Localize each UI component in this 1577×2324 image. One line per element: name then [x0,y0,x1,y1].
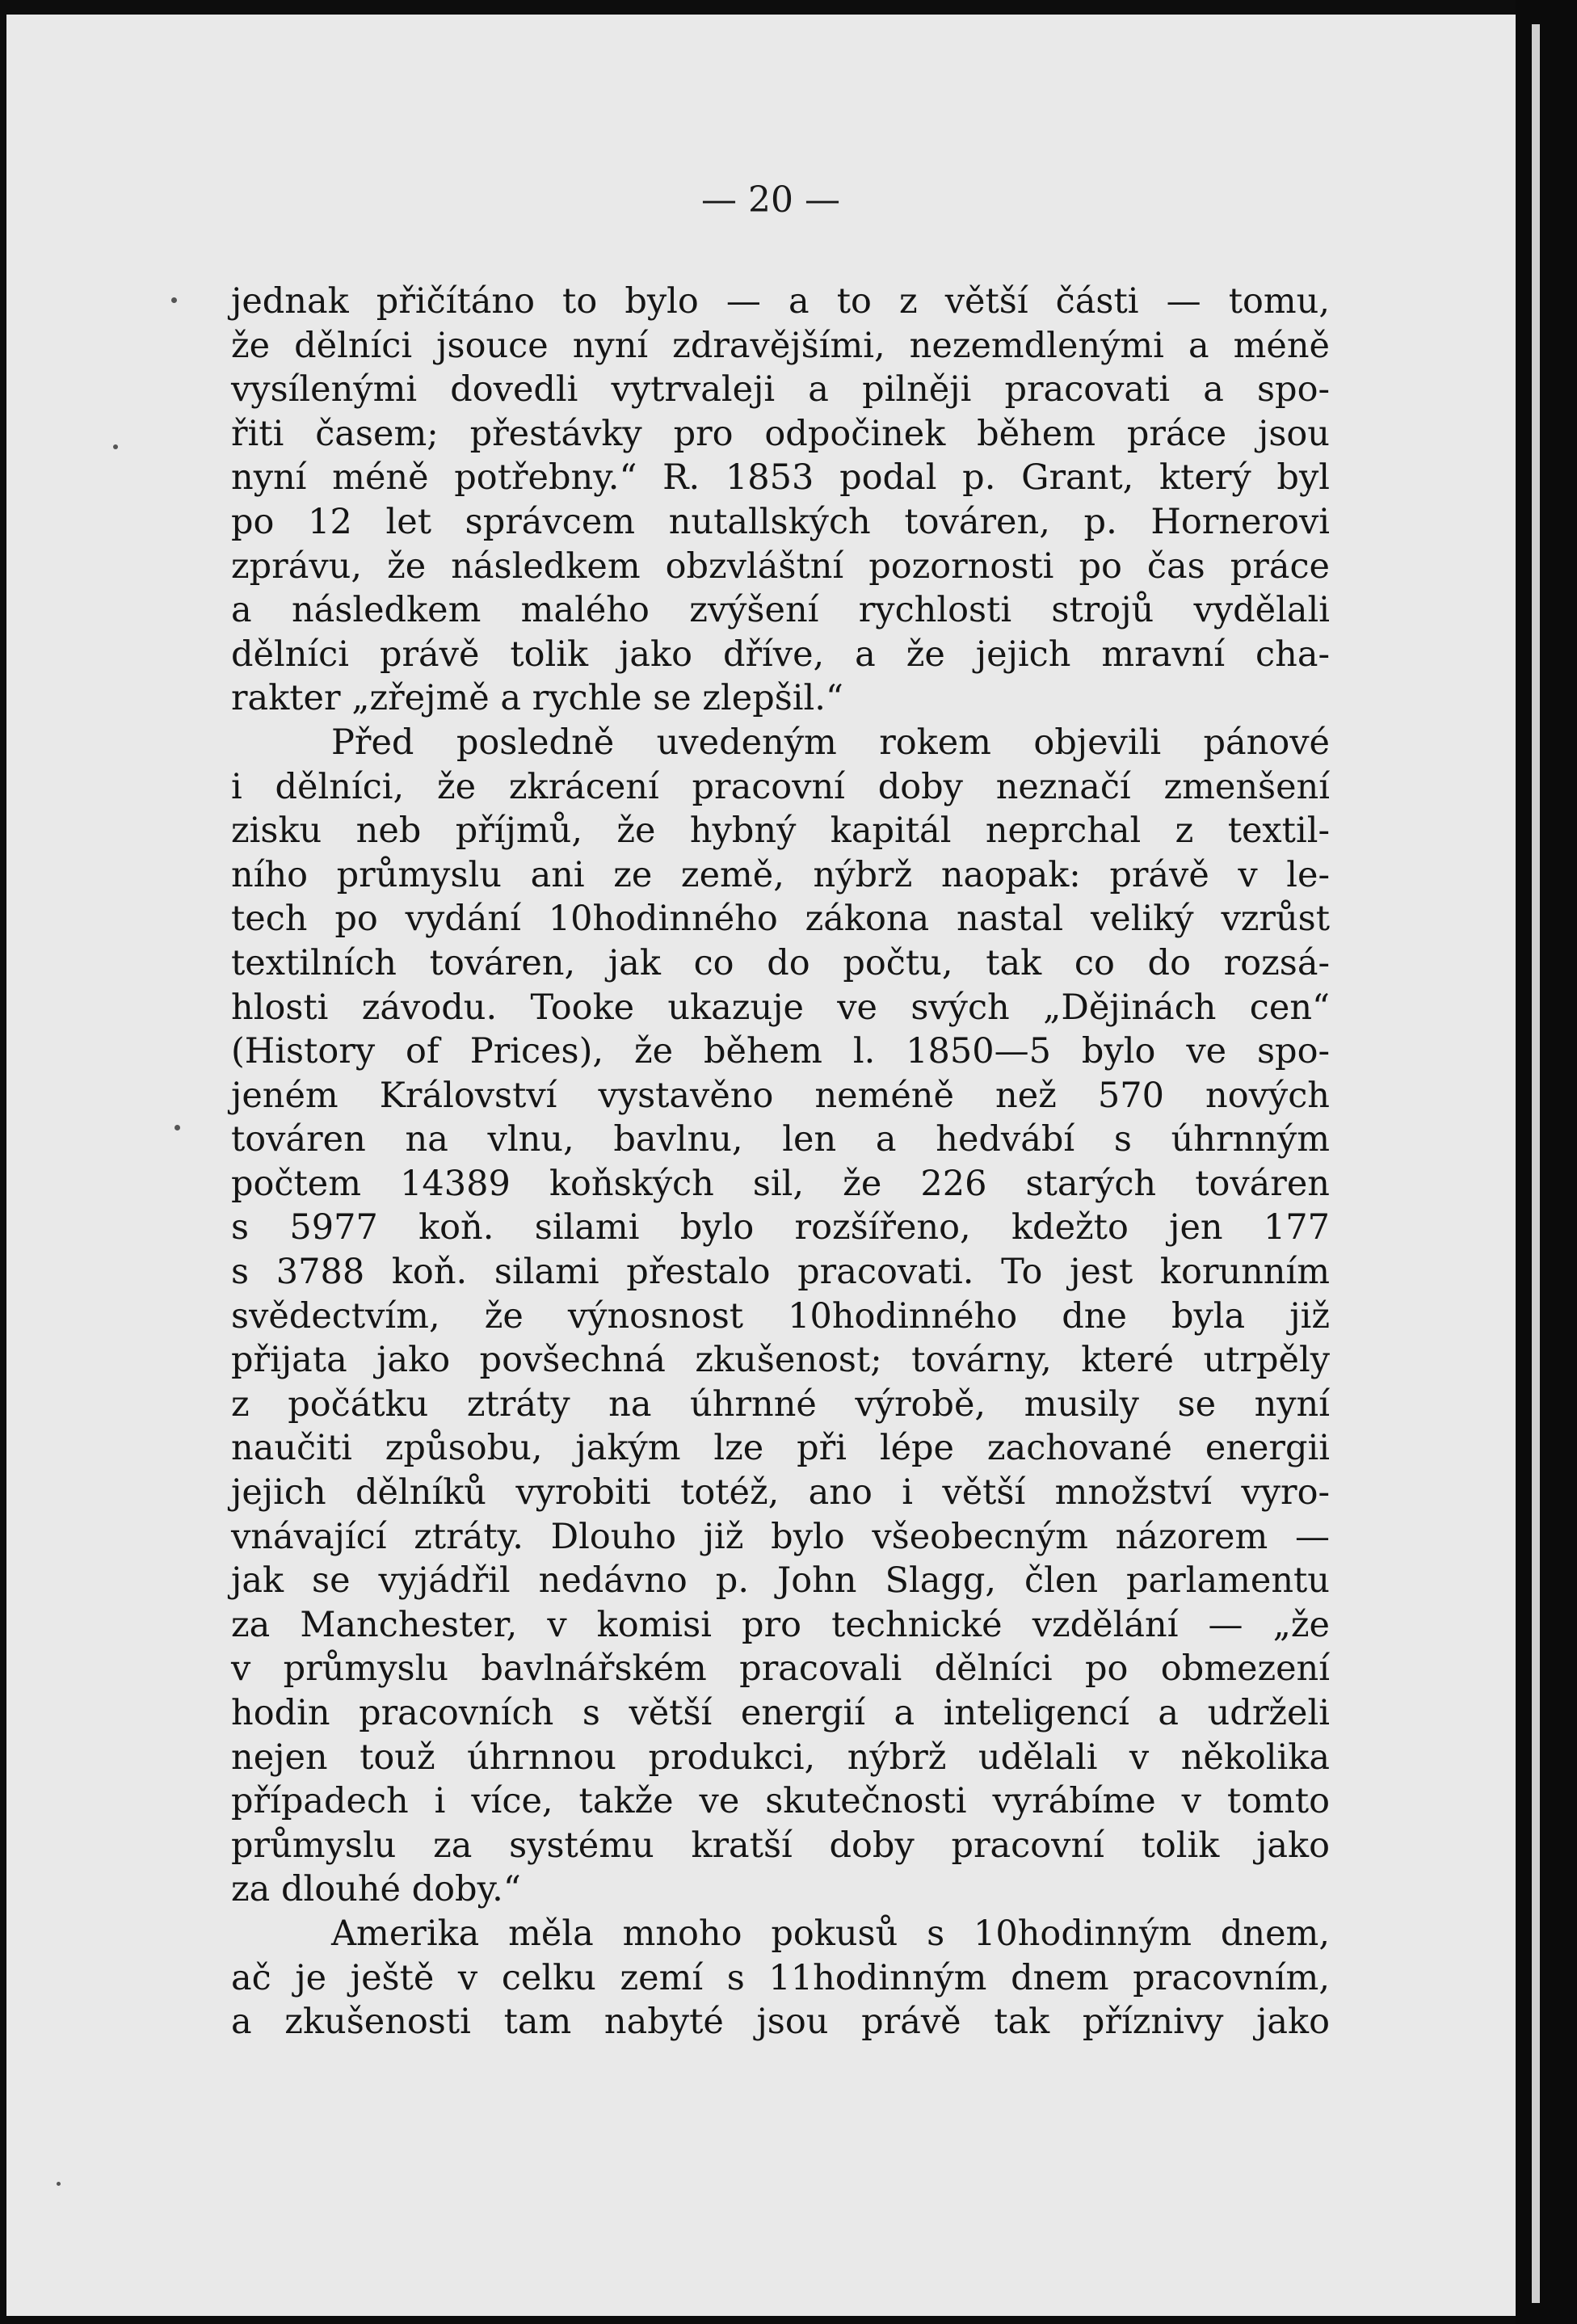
binding-stripe [1532,24,1540,2303]
text-line: vnávající ztráty. Dlouho již bylo všeobecným názorem — [231,1516,1330,1557]
text-line: Amerika měla mnoho pokusů s 10hodinným dnem, [331,1913,1330,1954]
text-line: s 5977 koň. silami bylo rozšířeno, kdežto jen 177 [231,1207,1330,1248]
text-line: zprávu, že následkem obzvláštní pozornosti po čas práce [231,545,1330,587]
text-line: hodin pracovních s větší energií a inteligencí a udrželi [231,1693,1330,1733]
text-line: ač je ještě v celku zemí s 11hodinným dnem pracovním, [231,1957,1330,1998]
text-line: s 3788 koň. silami přestalo pracovati. To jest korunním [231,1252,1330,1293]
text-line: Před posledně uvedeným rokem objevili pánové [331,722,1330,763]
text-line: počtem 14389 koňských sil, že 226 starých továren [231,1163,1330,1204]
text-line: případech i více, takže ve skutečnosti vyrábíme v tomto [231,1781,1330,1822]
text-line: a následkem malého zvýšení rychlosti strojů vydělali [231,590,1330,631]
text-line: po 12 let správcem nutallských továren, p. Hornerovi [231,501,1330,542]
text-line: nyní méně potřebny.“ R. 1853 podal p. Grant, který byl [231,457,1330,499]
binding-edge [1516,0,1577,2324]
scan-speck [57,2182,61,2186]
text-line: rakter „zřejmě a rychle se zlepšil.“ [231,678,843,719]
scan-speck [113,444,118,449]
text-line: přijata jako povšechná zkušenost; továrny, které utrpěly [231,1340,1330,1381]
text-line: textilních továren, jak co do počtu, tak co do rozsá- [231,942,1330,983]
text-line: jak se vyjádřil nedávno p. John Slagg, člen parlamentu [231,1560,1330,1602]
text-line: řiti časem; přestávky pro odpočinek během práce jsou [231,413,1330,454]
text-line: tech po vydání 10hodinného zákona nastal veliký vzrůst [231,899,1330,940]
text-line: za Manchester, v komisi pro technické vzdělání — „že [231,1604,1330,1645]
text-line: nejen touž úhrnnou produkci, nýbrž udělali v několika [231,1737,1330,1778]
text-line: a zkušenosti tam nabyté jsou právě tak příznivy jako [231,2002,1330,2043]
scan-speck [175,1125,180,1130]
text-line: z počátku ztráty na úhrnné výrobě, musily se nyní [231,1383,1330,1425]
scan-speck [171,297,177,303]
text-line: naučiti způsobu, jakým lze při lépe zachované energii [231,1428,1330,1469]
text-line: továren na vlnu, bavlnu, len a hedvábí s úhrnným [231,1119,1330,1160]
text-line: v průmyslu bavlnářském pracovali dělníci po obmezení [231,1648,1330,1690]
text-line: vysílenými dovedli vytrvaleji a pilněji pracovati a spo- [231,369,1330,410]
text-line: že dělníci jsouce nyní zdravějšími, nezemdlenými a méně [231,325,1330,366]
text-line: (History of Prices), že během l. 1850—5 bylo ve spo- [231,1031,1330,1072]
text-line: ního průmyslu ani ze země, nýbrž naopak: právě v le- [231,854,1330,895]
text-line: i dělníci, že zkrácení pracovní doby neznačí zmenšení [231,766,1330,807]
text-line: zisku neb příjmů, že hybný kapitál neprchal z textil- [231,810,1330,852]
text-line: za dlouhé doby.“ [231,1869,521,1910]
text-line: jeném Království vystavěno neméně než 570 nových [231,1075,1330,1116]
text-line: průmyslu za systému kratší doby pracovní tolik jako [231,1825,1330,1866]
text-line: hlosti závodu. Tooke ukazuje ve svých „Dějinách cen“ [231,987,1330,1028]
text-line: svědectvím, že výnosnost 10hodinného dne byla již [231,1295,1330,1337]
body-text [231,280,1330,2044]
text-line: jednak přičítáno to bylo — a to z větší části — tomu, [231,281,1330,322]
page-number: — 20 — [701,179,840,221]
text-line: jejich dělníků vyrobiti totéž, ano i větší množství vyro- [231,1472,1330,1514]
text-line: dělníci právě tolik jako dříve, a že jejich mravní cha- [231,634,1330,675]
